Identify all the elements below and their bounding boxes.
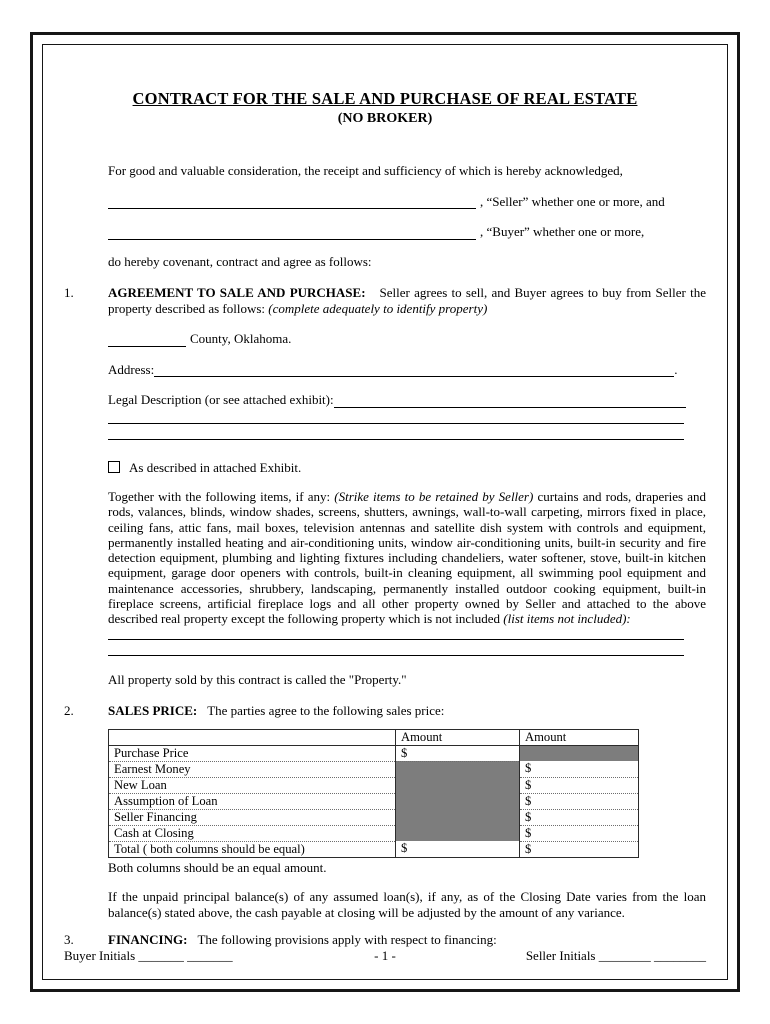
together-text-1: Together with the following items, if any: [108,489,335,504]
address-line [108,362,706,378]
county-line [108,331,706,347]
together-text-2: curtains and rods, draperies and rods, valances, blinds, window shades, screens, shutters, awnings, wall-to-wall carpeting, mirrors fixed in place, ceiling fans, attic fans, mail boxes, television antennas and satellite dish system with controls and equipment, permanently installed heating and air-conditioning units, window air-conditioning units, built-in security and fire detection equipment, plumbing and lighting fixtures including chandeliers, water softener, stove, built-in kitchen equipment, garage door openers with controls, built-in cleaning equipment, all swimming pool equipment and maintenance accessories, shrubbery, landscaping, permanently installed outdoor cooking equipment, built-in fireplace screens, artificial fireplace logs and all other property owned by Seller and attached to the above described real property except the following property which is not included [108,489,706,627]
assumption-amount-cell[interactable]: $ [520,793,639,809]
table-row-earnest-money [109,761,639,777]
together-italic-1: (Strike items to be retained by Seller) [334,489,534,504]
county-field[interactable] [108,333,186,347]
buyer-initials: Buyer Initials _______ _______ [64,947,233,963]
address-label: Address: [108,361,155,377]
page-outer-border [30,32,740,992]
excluded-items-line-2[interactable] [108,655,684,656]
section-3-number: 3. [64,932,74,948]
row-label: Purchase Price [109,745,396,761]
blocked-cell [396,793,520,809]
property-definition-sentence: All property sold by this contract is called the "Property." [108,671,407,687]
section-1-heading-paragraph [108,285,706,316]
row-label: Assumption of Loan [109,793,396,809]
buyer-line [108,224,706,240]
covenant-text: do hereby covenant, contract and agree as follows: [108,253,372,269]
section-3-heading-paragraph [108,932,706,948]
section-2-text: The parties agree to the following sales price: [207,703,445,719]
document-title: CONTRACT FOR THE SALE AND PURCHASE OF REAL ESTATE [132,89,638,108]
seller-name-field[interactable] [108,195,476,209]
section-1-heading: AGREEMENT TO SALE AND PURCHASE: [108,285,366,300]
table-header-row [109,729,639,745]
section-1-number: 1. [64,285,74,300]
seller-financing-amount-cell[interactable]: $ [520,809,639,825]
table-row-new-loan [109,777,639,793]
seller-line [108,194,706,210]
page [42,44,728,980]
together-italic-2: (list items not included): [503,611,631,627]
county-suffix-label: County, Oklahoma. [190,331,292,346]
exhibit-checkbox-row [108,460,706,476]
section-2-heading-paragraph [108,703,706,719]
legal-description-label: Legal Description (or see attached exhibit): [108,392,334,407]
header-amount-1: Amount [396,729,520,745]
section-2-heading: SALES PRICE: [108,703,198,719]
blocked-cell [396,777,520,793]
buyer-suffix-label: , “Buyer” whether one or more, [480,224,645,239]
variance-paragraph: If the unpaid principal balance(s) of any assumed loan(s), if any, as of the Closing Date varies from the loan balance(s) stated above, the cash payable at closing will be adjusted by the amount of any variance. [108,889,706,920]
table-row-cash-at-closing [109,825,639,841]
buyer-name-field[interactable] [108,226,476,240]
blocked-cell [396,825,520,841]
page-number: - 1 - [374,947,396,963]
table-row-total [109,841,639,857]
included-items-paragraph [108,489,706,627]
legal-description-field[interactable] [334,394,686,408]
legal-description-line [108,392,686,408]
page-footer [64,948,706,966]
total-amount-cell-2[interactable]: $ [520,841,639,857]
blocked-cell [520,745,639,761]
section-2-number: 2. [64,703,74,719]
row-label: New Loan [109,777,396,793]
section-3 [64,932,706,948]
exhibit-checkbox-label: As described in attached Exhibit. [129,459,302,475]
sales-price-table [108,729,639,858]
section-3-text: The following provisions apply with respect to financing: [197,932,497,948]
excluded-items-line-1[interactable] [108,639,684,640]
earnest-money-amount-cell[interactable]: $ [520,761,639,777]
row-label: Cash at Closing [109,825,396,841]
exhibit-checkbox[interactable] [108,461,120,473]
legal-description-line-3[interactable] [108,439,684,440]
header-amount-2: Amount [520,729,639,745]
section-1-text-italic: (complete adequately to identify property) [268,300,488,316]
address-field[interactable] [154,363,674,377]
header-empty-cell [109,729,396,745]
purchase-price-amount-cell[interactable]: $ [396,745,520,761]
section-1 [64,285,706,316]
section-1-text: Seller agrees to sell, and Buyer agrees to buy from Seller the property described as follows: [108,285,706,316]
row-label: Earnest Money [109,761,396,777]
total-amount-cell-1[interactable]: $ [396,841,520,857]
legal-description-line-2[interactable] [108,423,684,424]
new-loan-amount-cell[interactable]: $ [520,777,639,793]
address-period: . [674,361,678,377]
intro-paragraph: For good and valuable consideration, the receipt and sufficiency of which is hereby acknowledged, [108,163,623,178]
seller-initials: Seller Initials ________ ________ [525,947,706,963]
table-row-assumption-of-loan [109,793,639,809]
blocked-cell [396,761,520,777]
section-2 [64,703,706,719]
row-label: Seller Financing [109,809,396,825]
seller-suffix-label: , “Seller” whether one or more, and [480,193,665,209]
document-subtitle: (NO BROKER) [337,111,433,126]
row-label: Total ( both columns should be equal) [109,841,396,857]
section-3-heading: FINANCING: [108,932,188,948]
table-row-purchase-price [109,745,639,761]
table-row-seller-financing [109,809,639,825]
equal-columns-note: Both columns should be an equal amount. [108,859,327,875]
cash-at-closing-amount-cell[interactable]: $ [520,825,639,841]
blocked-cell [396,809,520,825]
